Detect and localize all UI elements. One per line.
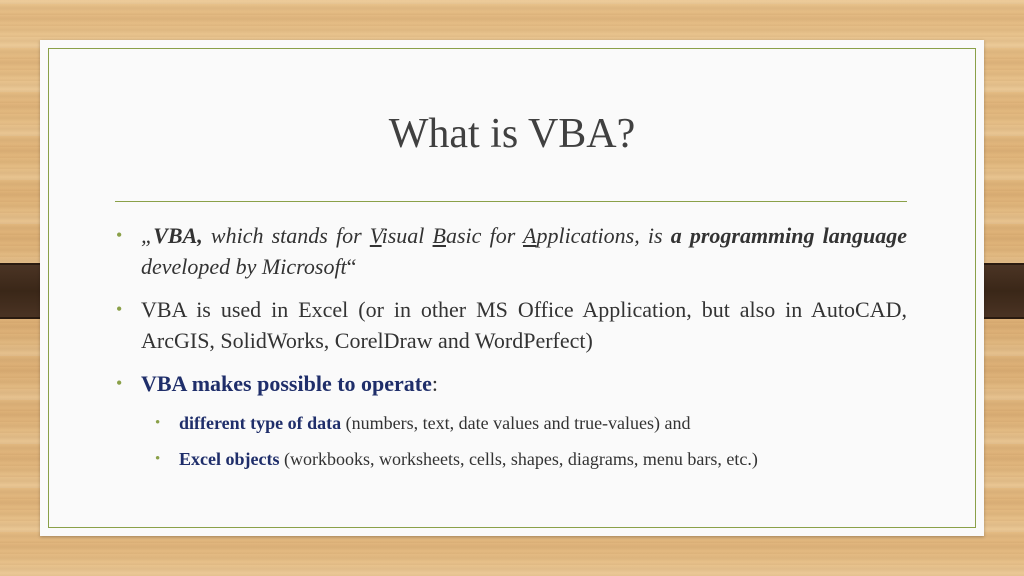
bullet-dot-icon: • (116, 299, 123, 319)
slide-title: What is VBA? (388, 111, 636, 157)
sub-bullet-dot-icon: • (155, 451, 161, 467)
bullet-vba-usage (115, 294, 907, 356)
usage-text: VBA is used in Excel (or in other MS Office Application, but also in AutoCAD, ArcGIS, SolidWorks, CorelDraw and WordPerfect) (141, 297, 907, 353)
definition-text: „VBA, which stands for Visual Basic for Applications, is a programming language developed by Microsoft“ (141, 223, 908, 279)
sub-bullet-dot-icon: • (155, 415, 161, 431)
data-types-text: (numbers, text, date values and true-values) and (341, 413, 691, 433)
bullet-dot-icon: • (116, 225, 123, 245)
bullet-vba-definition (115, 220, 907, 282)
sub-bullet-data-types (115, 411, 907, 435)
sub-bullet-excel-objects (115, 447, 907, 471)
slide-content (115, 220, 907, 483)
operate-heading: VBA makes possible to operate (141, 371, 432, 396)
bullet-dot-icon: • (116, 373, 123, 393)
bullet-vba-operate (115, 368, 907, 399)
title-divider (115, 201, 907, 202)
slide (40, 40, 984, 536)
excel-objects-term: Excel objects (179, 449, 280, 469)
excel-objects-text: (workbooks, worksheets, cells, shapes, diagrams, menu bars, etc.) (279, 449, 758, 469)
operate-colon: : (431, 371, 439, 396)
data-types-term: different type of data (179, 413, 342, 433)
